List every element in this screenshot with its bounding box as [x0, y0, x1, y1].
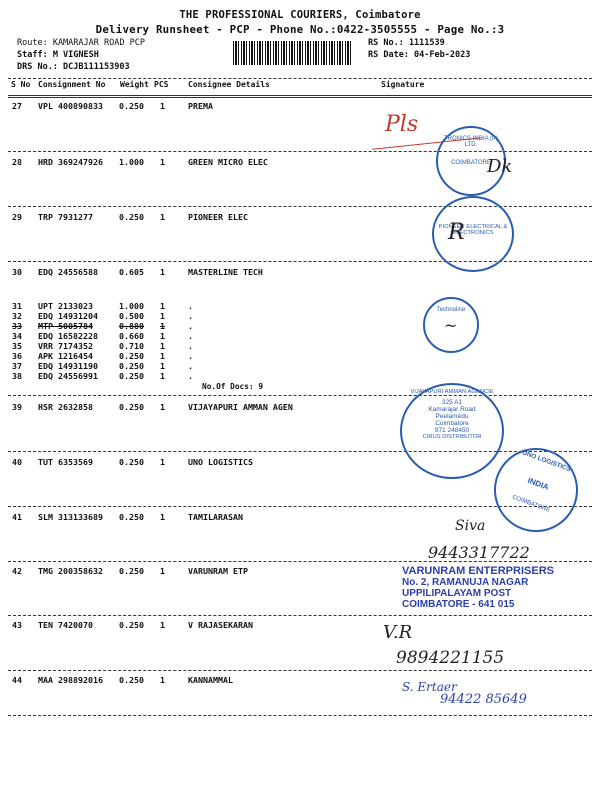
divider: [8, 670, 592, 671]
stamp-text: 325 A1: [441, 399, 463, 406]
cell-consignee-dot: .: [188, 341, 193, 351]
divider: [8, 97, 592, 98]
docs-count: No.Of Docs: 9: [202, 382, 264, 391]
cell-sno: 37: [12, 361, 22, 371]
signature-43-phone: 9894221155: [396, 648, 505, 668]
cell-weight: 0.250: [119, 101, 144, 111]
signature-28: Dk: [487, 156, 513, 177]
cell-consignment: TEN 7420070: [38, 620, 93, 630]
cell-weight: 0.250: [119, 361, 144, 371]
cell-pcs: 1: [160, 331, 165, 341]
divider: [8, 395, 592, 396]
barcode: [233, 41, 353, 65]
cell-sno: 40: [12, 457, 22, 467]
cell-pcs: 1: [160, 620, 165, 630]
cell-consignee: TAMILARASAN: [188, 512, 243, 522]
table-header: [8, 80, 592, 94]
cell-consignment: EDQ 14931204: [38, 311, 98, 321]
staff-label: Staff: M VIGNESH: [17, 50, 99, 60]
cell-weight: 0.250: [119, 620, 144, 630]
document-title: THE PROFESSIONAL COURIERS, Coimbatore: [179, 9, 421, 21]
cell-pcs: 1: [160, 341, 165, 351]
stamp-text: COIMBATORE - 641 015: [402, 599, 515, 610]
signature-29: R: [448, 220, 465, 245]
cell-pcs: 1: [160, 311, 165, 321]
stamp-text: VIJAYAPURI AMMAN AGENCIE: [410, 389, 494, 395]
cell-sno: 33: [12, 321, 22, 331]
stamp-text: Technoline: [436, 307, 466, 313]
col-sno: S No: [11, 80, 31, 89]
cell-consignee: MASTERLINE TECH: [188, 267, 263, 277]
cell-weight: 0.250: [119, 457, 144, 467]
stamp-text: VARUNRAM ENTERPRISERS: [402, 565, 554, 577]
cell-consignee-dot: .: [188, 371, 193, 381]
divider: [8, 715, 592, 716]
rs-number: RS No.: 1111539: [368, 38, 445, 48]
company-stamp: [400, 383, 504, 479]
cell-pcs: 1: [160, 212, 165, 222]
col-consignee: Consignee Details: [188, 80, 270, 89]
cell-consignee-dot: .: [188, 351, 193, 361]
stamp-text: UNO LOGISTICS: [521, 449, 572, 474]
col-pcs: PCS: [154, 80, 169, 89]
cell-consignee-dot: .: [188, 321, 193, 331]
stamp-text: TRONICS INDIA (P) LTD.: [443, 136, 498, 148]
col-consignment: Consignment No: [38, 80, 106, 89]
cell-weight: 0.250: [119, 371, 144, 381]
cell-weight: 0.710: [119, 341, 144, 351]
signature-27: Pls: [385, 112, 419, 137]
cell-consignment: TUT 6353569: [38, 457, 93, 467]
cell-consignment: EDQ 16582228: [38, 331, 98, 341]
cell-consignee-dot: .: [188, 311, 193, 321]
cell-sno: 29: [12, 212, 22, 222]
stamp-text: Coimbatore: [435, 420, 469, 427]
cell-pcs: 1: [160, 457, 165, 467]
rs-date: RS Date: 04-Feb-2023: [368, 50, 471, 60]
cell-pcs: 1: [160, 402, 165, 412]
cell-pcs: 1: [160, 675, 165, 685]
stamp-text: PIONEER ELECTRICAL & ELECTRONICS: [438, 224, 508, 236]
cell-consignee: VIJAYAPURI AMMAN AGEN: [188, 402, 293, 412]
cell-weight: 0.500: [119, 311, 144, 321]
cell-pcs: 1: [160, 267, 165, 277]
divider: [8, 78, 592, 79]
cell-weight: 0.250: [119, 512, 144, 522]
cell-consignee: KANNAMMAL: [188, 675, 233, 685]
cell-weight: 1.000: [119, 157, 144, 167]
cell-sno: 36: [12, 351, 22, 361]
cell-sno: 34: [12, 331, 22, 341]
cell-pcs: 1: [160, 157, 165, 167]
cell-pcs: 1: [160, 321, 165, 331]
col-signature: Signature: [381, 80, 425, 89]
cell-consignment: HSR 2632858: [38, 402, 93, 412]
divider: [8, 615, 592, 616]
drs-label: DRS No.: DCJB111153903: [17, 62, 130, 72]
cell-sno: 41: [12, 512, 22, 522]
cell-pcs: 1: [160, 371, 165, 381]
cell-weight: 0.250: [119, 675, 144, 685]
stamp-text: 971 248450: [434, 427, 470, 434]
signature-44-phone: 94422 85649: [440, 692, 527, 707]
cell-weight: 0.880: [119, 321, 144, 331]
signature-41-phone: 9443317722: [428, 543, 530, 562]
stamp-text: INDIA: [526, 475, 550, 492]
cell-consignment: MTP 5005784: [38, 321, 93, 331]
cell-consignment: TRP 7931277: [38, 212, 93, 222]
signature-41-name: Siva: [455, 518, 486, 534]
cell-pcs: 1: [160, 566, 165, 576]
cell-pcs: 1: [160, 301, 165, 311]
cell-weight: 0.660: [119, 331, 144, 341]
divider: [8, 451, 592, 452]
cell-consignee-dot: .: [188, 361, 193, 371]
cell-sno: 27: [12, 101, 22, 111]
cell-weight: 0.605: [119, 267, 144, 277]
cell-consignee-dot: .: [188, 301, 193, 311]
cell-weight: 0.250: [119, 402, 144, 412]
divider: [8, 261, 592, 262]
route-label: Route: KAMARAJAR ROAD PCP: [17, 38, 145, 48]
cell-consignee: PREMA: [188, 101, 213, 111]
cell-sno: 44: [12, 675, 22, 685]
cell-consignment: HRD 369247926: [38, 157, 103, 167]
cell-weight: 0.250: [119, 351, 144, 361]
stamp-text: COIMBATORE: [511, 494, 551, 514]
document-subtitle: Delivery Runsheet - PCP - Phone No.:0422-3505555 - Page No.:3: [95, 23, 505, 36]
stamp-text: UPPILIPALAYAM POST: [402, 588, 512, 599]
cell-weight: 0.250: [119, 212, 144, 222]
cell-pcs: 1: [160, 361, 165, 371]
cell-sno: 43: [12, 620, 22, 630]
cell-sno: 31: [12, 301, 22, 311]
divider: [8, 95, 592, 96]
cell-sno: 28: [12, 157, 22, 167]
cell-consignment: VRR 7174352: [38, 341, 93, 351]
address-stamp: [402, 565, 582, 610]
cell-sno: 38: [12, 371, 22, 381]
cell-pcs: 1: [160, 512, 165, 522]
signature-44-name: S. Ertaer: [402, 680, 457, 694]
cell-consignment: EDQ 14931190: [38, 361, 98, 371]
stamp-text: No. 2, RAMANUJA NAGAR: [402, 577, 529, 588]
cell-consignment: MAA 298892016: [38, 675, 103, 685]
cell-pcs: 1: [160, 101, 165, 111]
company-stamp: [432, 196, 514, 272]
cell-consignment: VPL 400890833: [38, 101, 103, 111]
cell-consignee: VARUNRAM ETP: [188, 566, 248, 576]
cell-consignee-dot: .: [188, 331, 193, 341]
cell-weight: 1.000: [119, 301, 144, 311]
cell-sno: 42: [12, 566, 22, 576]
cell-consignee: PIONEER ELEC: [188, 212, 248, 222]
cell-sno: 35: [12, 341, 22, 351]
stamp-text: Peelamedu: [435, 413, 469, 420]
cell-weight: 0.250: [119, 566, 144, 576]
cell-consignment: APK 1216454: [38, 351, 93, 361]
cell-pcs: 1: [160, 351, 165, 361]
signature-43: V.R: [383, 622, 413, 643]
cell-sno: 32: [12, 311, 22, 321]
cell-consignment: UPT 2133023: [38, 301, 93, 311]
cell-sno: 39: [12, 402, 22, 412]
stamp-text: CIRUS DISTRIBUTOR: [422, 434, 482, 440]
cell-consignee: V RAJASEKARAN: [188, 620, 253, 630]
signature-31: ~: [444, 316, 458, 335]
col-weight: Weight: [120, 80, 149, 89]
cell-consignee: GREEN MICRO ELEC: [188, 157, 268, 167]
cell-consignee: UNO LOGISTICS: [188, 457, 253, 467]
cell-consignment: EDQ 24556588: [38, 267, 98, 277]
stamp-text: COIMBATORE: [451, 160, 491, 166]
divider: [8, 206, 592, 207]
stamp-text: Kamarajar Road: [428, 406, 476, 413]
cell-sno: 30: [12, 267, 22, 277]
cell-consignment: TMG 200358632: [38, 566, 103, 576]
cell-consignment: EDQ 24556991: [38, 371, 98, 381]
cell-consignment: SLM 313133689: [38, 512, 103, 522]
